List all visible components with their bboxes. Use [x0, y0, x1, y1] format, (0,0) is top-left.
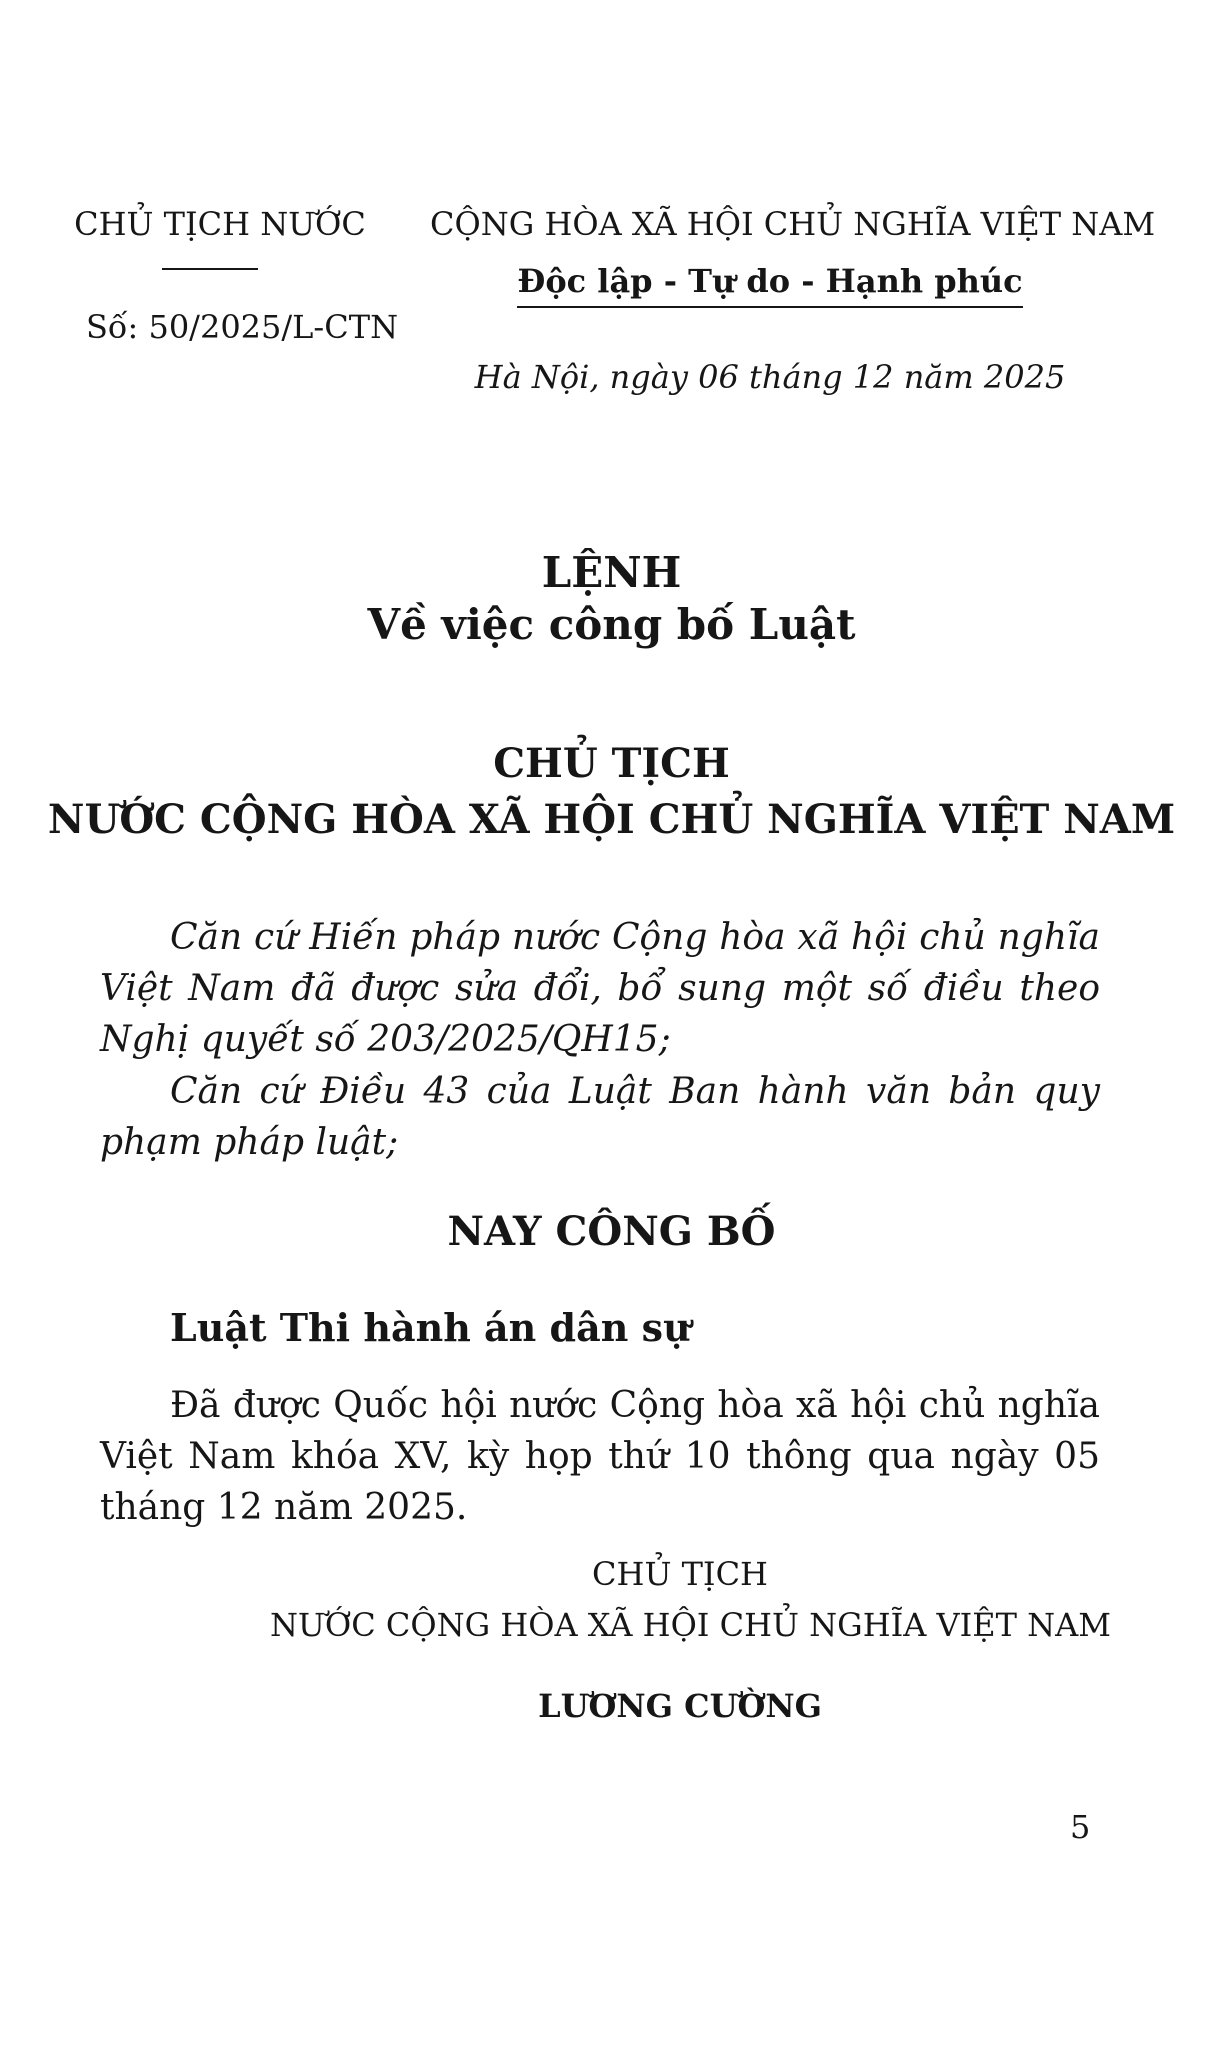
signature-country: NƯỚC CỘNG HÒA XÃ HỘI CHỦ NGHĨA VIỆT NAM [270, 1606, 1112, 1644]
passage-note: Đã được Quốc hội nước Cộng hòa xã hội chủ nghĩa Việt Nam khóa XV, kỳ họp thứ 10 thông qua ngày 05 tháng 12 năm 2025. [100, 1385, 1100, 1528]
motto-text: Độc lập - Tự do - Hạnh phúc [517, 262, 1022, 308]
authority-divider [162, 268, 258, 270]
legal-basis-constitution: Căn cứ Hiến pháp nước Cộng hòa xã hội chủ nghĩa Việt Nam đã được sửa đổi, bổ sung một số điều theo Nghị quyết số 203/2025/QH15; [100, 917, 1100, 1060]
national-motto [430, 262, 1110, 300]
issuing-authority: CHỦ TỊCH NƯỚC [74, 205, 366, 243]
issuer-title: CHỦ TỊCH [493, 740, 730, 787]
legal-basis-law: Căn cứ Điều 43 của Luật Ban hành văn bản quy phạm pháp luật; [100, 1071, 1100, 1163]
issuer-country: NƯỚC CỘNG HÒA XÃ HỘI CHỦ NGHĨA VIỆT NAM [47, 796, 1176, 843]
national-title: CỘNG HÒA XÃ HỘI CHỦ NGHĨA VIỆT NAM [430, 205, 1156, 243]
signature-title: CHỦ TỊCH [592, 1555, 768, 1593]
document-subject: Về việc công bố Luật [367, 600, 856, 649]
document-number: Số: 50/2025/L-CTN [86, 308, 399, 346]
page-number: 5 [1070, 1808, 1091, 1846]
document-type: LỆNH [541, 548, 682, 597]
announcement-heading: NAY CÔNG BỐ [447, 1208, 776, 1255]
law-name: Luật Thi hành án dân sự [170, 1305, 691, 1350]
place-date: Hà Nội, ngày 06 tháng 12 năm 2025 [474, 358, 1066, 396]
signatory-name: LƯƠNG CƯỜNG [538, 1687, 822, 1725]
